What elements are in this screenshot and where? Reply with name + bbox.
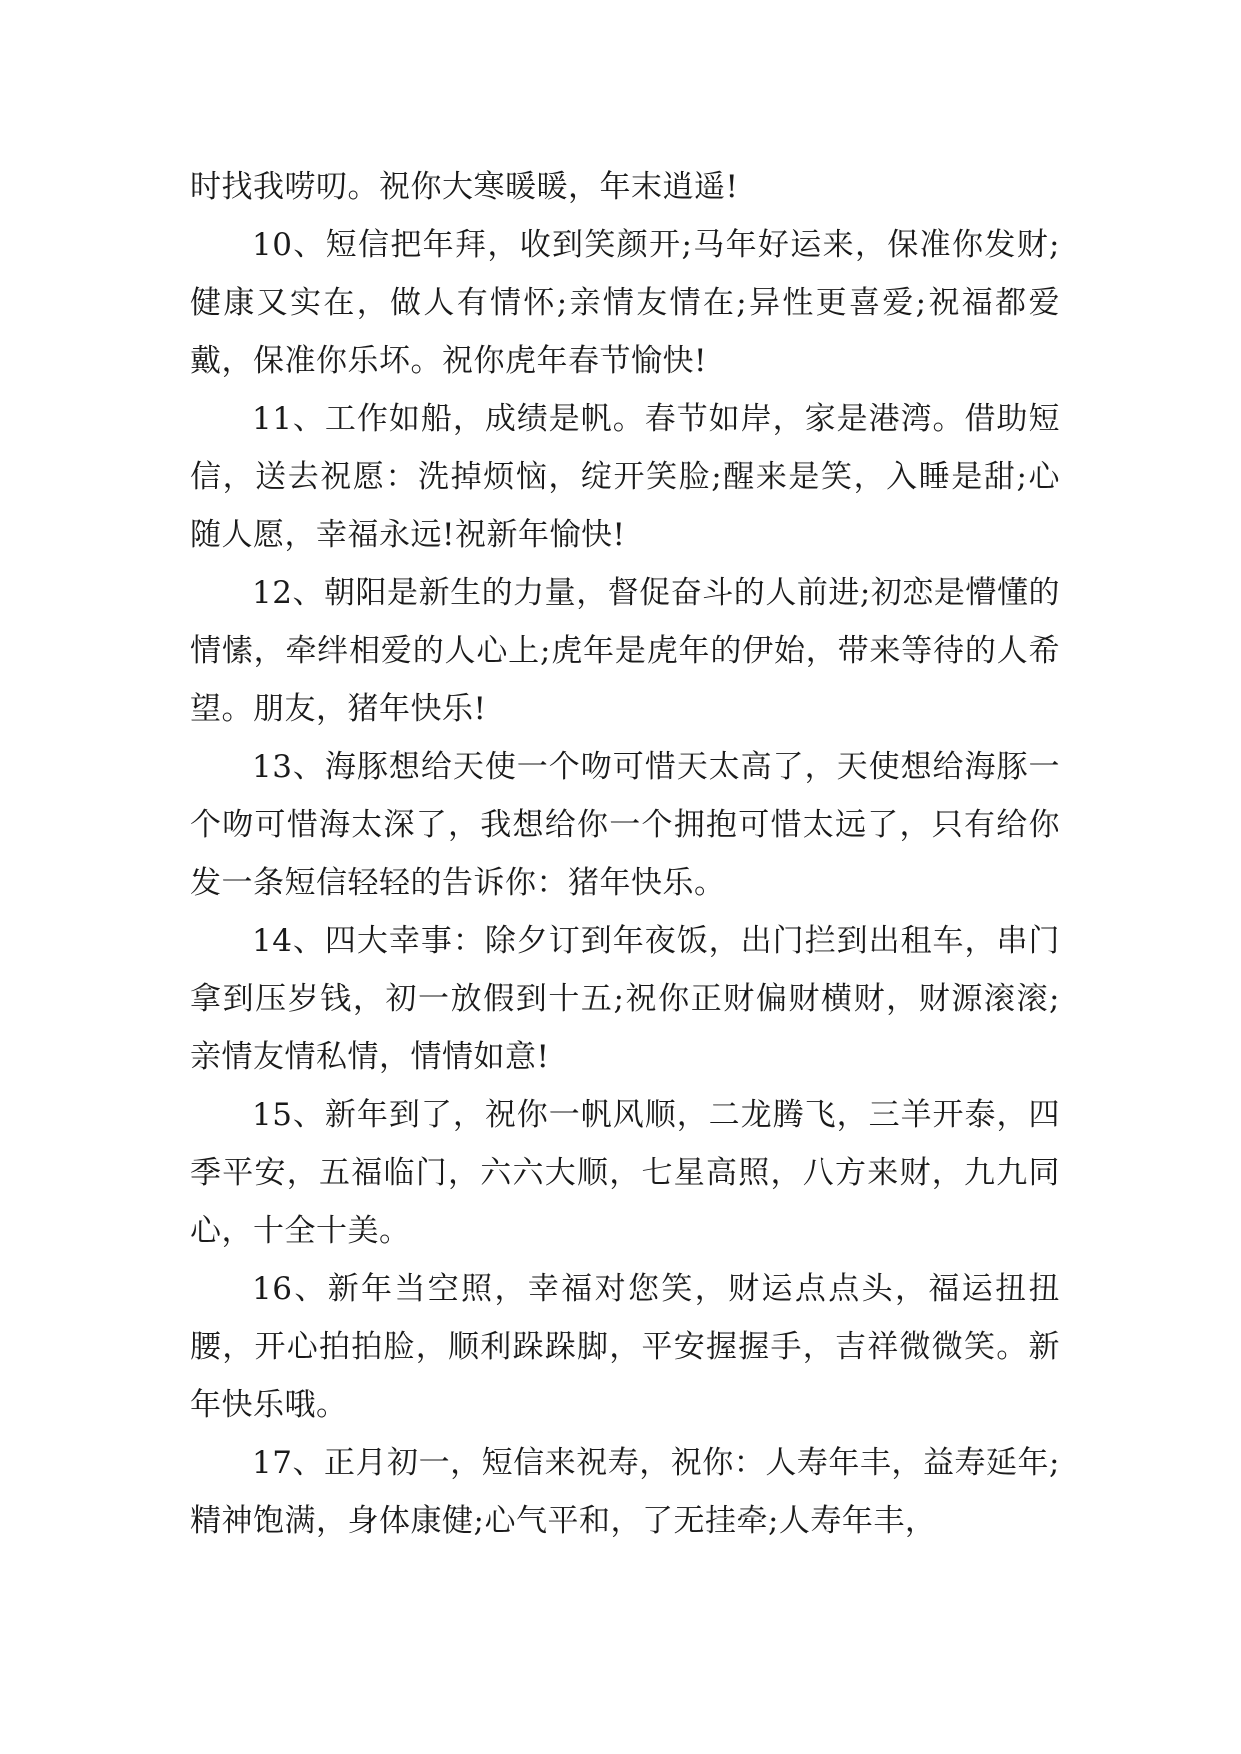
paragraph-item-12: 12、朝阳是新生的力量，督促奋斗的人前进;初恋是懵懂的情愫，牵绊相爱的人心上;虎年是虎年的伊始，带来等待的人希望。朋友，猪年快乐! [190,575,1060,727]
paragraph-item-14: 14、四大幸事：除夕订到年夜饭，出门拦到出租车，串门拿到压岁钱，初一放假到十五;祝你正财偏财横财，财源滚滚;亲情友情私情，情情如意! [190,923,1060,1075]
paragraph-item-15: 15、新年到了，祝你一帆风顺，二龙腾飞，三羊开泰，四季平安，五福临门，六六大顺，七星高照，八方来财，九九同心，十全十美。 [190,1097,1060,1249]
paragraph-item-13: 13、海豚想给天使一个吻可惜天太高了，天使想给海豚一个吻可惜海太深了，我想给你一个拥抱可惜太远了，只有给你发一条短信轻轻的告诉你：猪年快乐。 [190,749,1060,901]
paragraph-continuation: 时找我唠叨。祝你大寒暖暖，年末逍遥! [190,169,739,205]
document-body [190,158,1060,1550]
paragraph-item-16: 16、新年当空照，幸福对您笑，财运点点头，福运扭扭腰，开心拍拍脸，顺利跺跺脚，平安握握手，吉祥微微笑。新年快乐哦。 [190,1271,1060,1423]
paragraph-item-11: 11、工作如船，成绩是帆。春节如岸，家是港湾。借助短信，送去祝愿：洗掉烦恼，绽开笑脸;醒来是笑，入睡是甜;心随人愿，幸福永远!祝新年愉快! [190,401,1060,553]
paragraph-item-10: 10、短信把年拜，收到笑颜开;马年好运来，保准你发财;健康又实在，做人有情怀;亲情友情在;异性更喜爱;祝福都爱戴，保准你乐坏。祝你虎年春节愉快! [190,227,1060,379]
paragraph-item-17: 17、正月初一，短信来祝寿，祝你：人寿年丰，益寿延年;精神饱满，身体康健;心气平和，了无挂牵;人寿年丰， [190,1445,1060,1539]
